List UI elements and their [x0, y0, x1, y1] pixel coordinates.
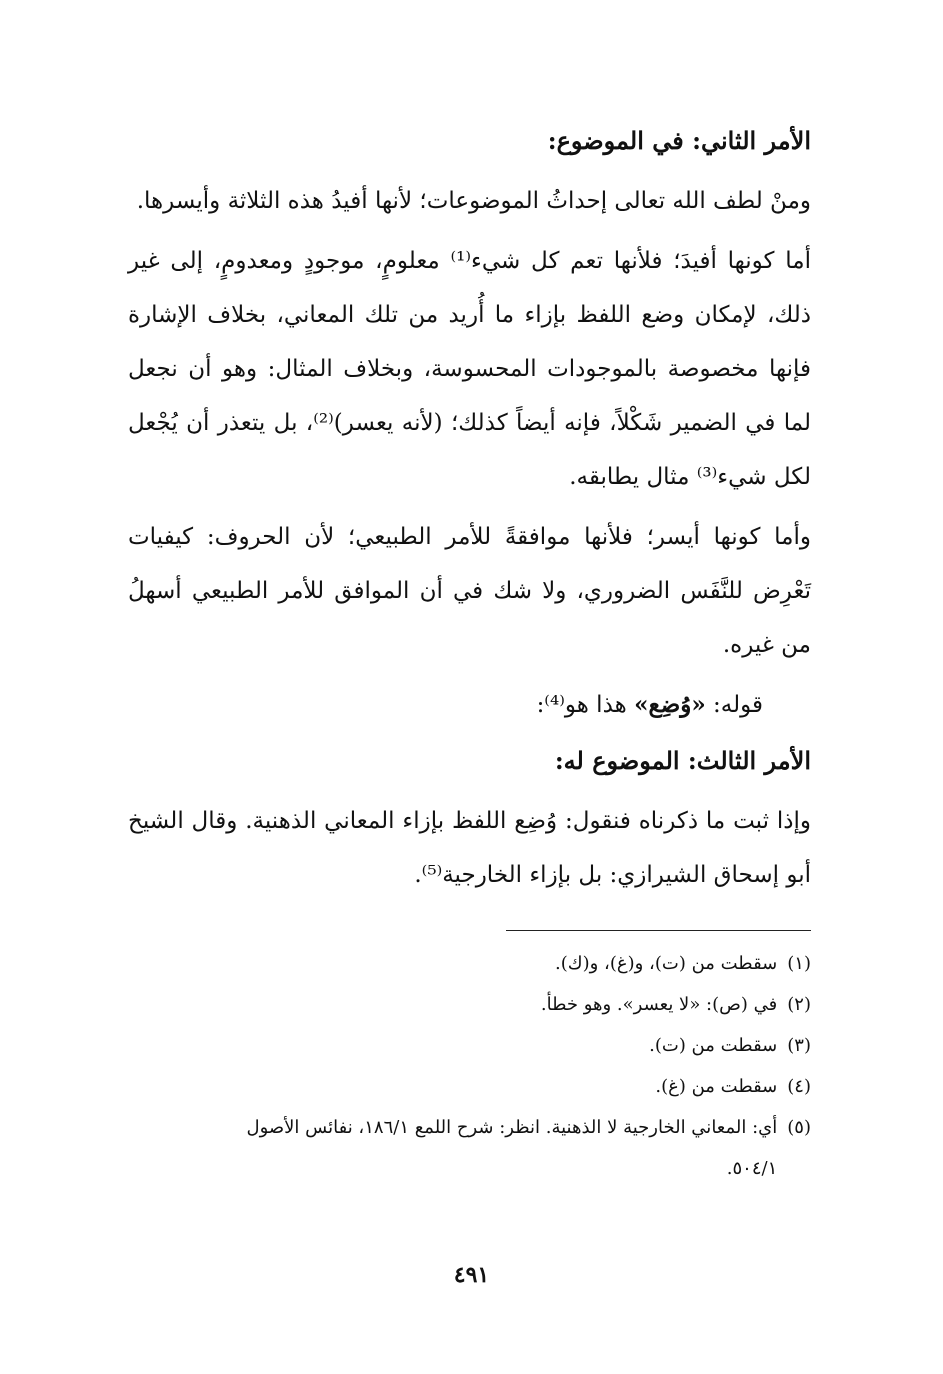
footnote-text: سقطت من (غ).: [655, 1076, 778, 1097]
quote-word: «وُضِع»: [634, 691, 706, 718]
footnote-number: (٢): [787, 994, 811, 1015]
paragraph-mental-meanings: وإذا ثبت ما ذكرناه فنقول: وُضِع اللفظ بإزاء المعاني الذهنية. وقال الشيخ أبو إسحاق الشيرازي: بل بإزاء الخارجية⁽⁵⁾.: [128, 808, 811, 888]
footnote-separator: [506, 930, 811, 931]
footnote-text: في (ص): «لا يعسر». وهو خطأ.: [540, 994, 778, 1015]
paragraph-ease: وأما كونها أيسر؛ فلأنها موافقةً للأمر الطبيعي؛ لأن الحروف: كيفيات تَعْرِض للنَّفَس الضروري، ولا شك في أن الموافق للأمر الطبيعي أسهلُ من غيره.: [128, 524, 811, 658]
quote-suffix: هذا هو⁽⁴⁾:: [536, 692, 635, 718]
footnote-text: سقطت من (ت)، و(غ)، و(ك).: [555, 953, 778, 974]
quote-prefix: قوله:: [705, 692, 763, 718]
footnote-number: (٤): [787, 1076, 811, 1097]
footnote-text: أي: المعاني الخارجية لا الذهنية. انظر: شرح اللمع ١٨٦/١، نفائس الأصول: [246, 1117, 778, 1138]
footnote-text: سقطت من (ت).: [649, 1035, 778, 1056]
footnotes-list: [128, 943, 811, 1189]
section-heading-third-matter: الأمر الثالث: الموضوع له:: [554, 746, 811, 775]
paragraph-usefulness: أما كونها أفيدَ؛ فلأنها تعم كل شيء⁽¹⁾ معلومٍ، موجودٍ ومعدومٍ، إلى غير ذلك، لإمكان وضع اللفظ بإزاء ما أُريد من تلك المعاني، بخلاف الإشارة فإنها مخصوصة بالموجودات المحسوسة، وبخلاف المثال: وهو أن نجعل لما في الضمير شَكْلاً، فإنه أيضاً كذلك؛ (لأنه يعسر)⁽²⁾، بل يتعذر أن يُجْعل لكل شيء⁽³⁾ مثال يطابقه.: [128, 248, 812, 490]
footnote-item: [128, 984, 811, 1025]
footnote-number: (٥): [787, 1117, 811, 1138]
footnote-text-wrapper: [128, 1107, 777, 1189]
page-body: [128, 112, 811, 1189]
footnote-item: [128, 1025, 811, 1066]
page-number: ٤٩١: [453, 1262, 490, 1288]
paragraph-intro: ومنْ لطف الله تعالى إحداثُ الموضوعات؛ لأنها أفيدُ هذه الثلاثة وأيسرها.: [136, 188, 811, 214]
footnote-number: (٣): [787, 1035, 811, 1056]
footnote-item: [128, 1107, 811, 1189]
footnote-item: [128, 943, 811, 984]
quote-line: [128, 678, 811, 732]
footnote-item: [128, 1066, 811, 1107]
section-heading-second-matter: الأمر الثاني: في الموضوع:: [547, 126, 811, 155]
footnote-text-continuation: ٥٠٤/١.: [726, 1158, 778, 1179]
footnote-number: (١): [787, 953, 811, 974]
